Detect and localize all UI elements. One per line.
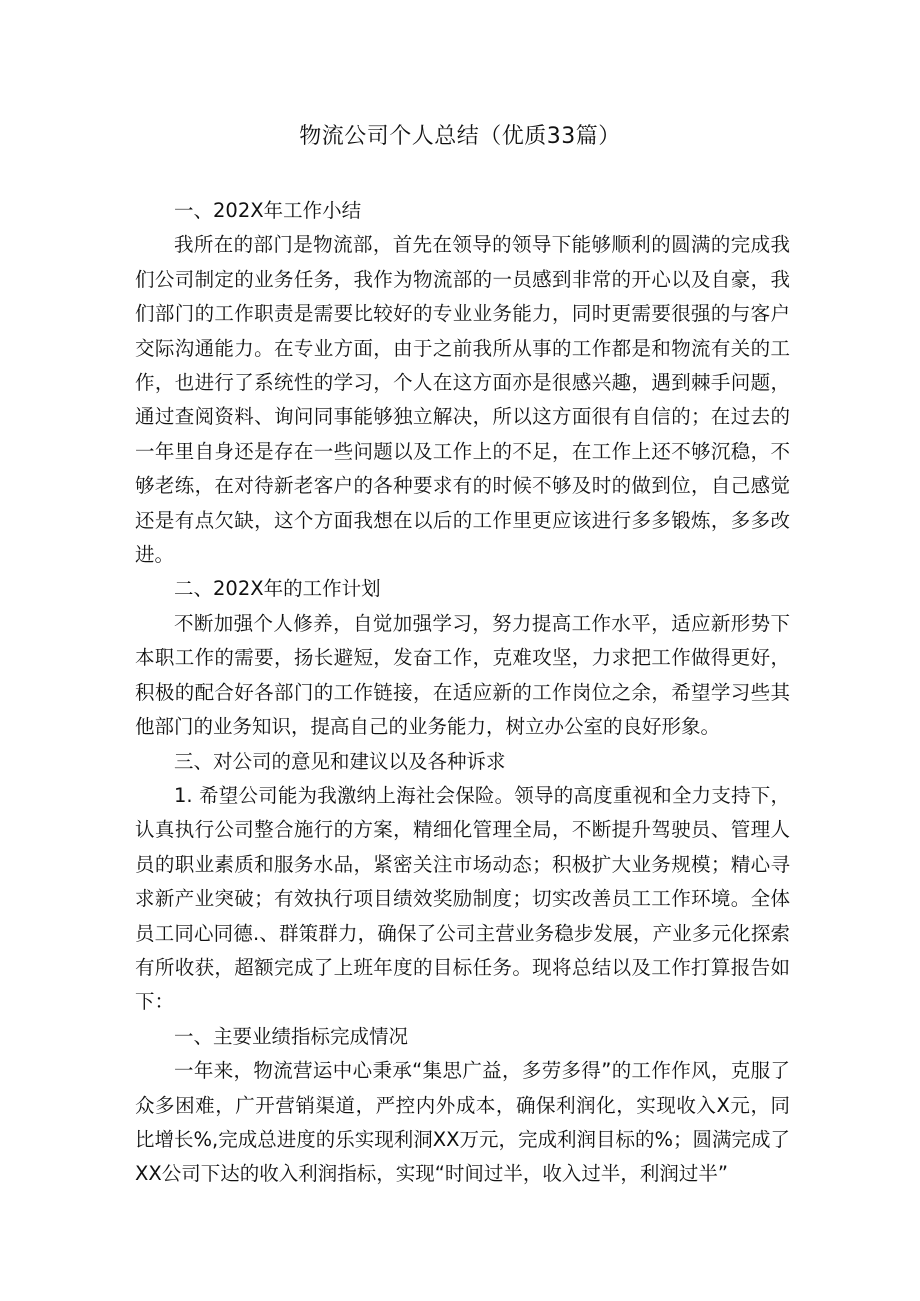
body-paragraph: 我所在的部门是物流部，首先在领导的领导下能够顺利的圆满的完成我们公司制定的业务任务，我作为物流部的一员感到非常的开心以及自豪，我们部门的工作职责是需要比较好的专业业务能力，同时更需要很强的与客户交际沟通能力。在专业方面，由于之前我所从事的工作都是和物流有关的工作，也进行了系统性的学习，个人在这方面亦是很感兴趣，遇到棘手问题，通过查阅资料、询问同事能够独立解决，所以这方面很有自信的；在过去的一年里自身还是存在一些问题以及工作上的不足，在工作上还不够沉稳，不够老练，在对待新老客户的各种要求有的时候不够及时的做到位，自己感觉还是有点欠缺，这个方面我想在以后的工作里更应该进行多多锻炼，多多改进。 [135, 233, 790, 567]
section-heading: 三、对公司的意见和建议以及各种诉求 [174, 749, 506, 773]
section-heading: 二、202X年的工作计划 [174, 577, 381, 601]
body-paragraph: 一年来，物流营运中心秉承“集思广益，多劳多得”的工作作风，克服了众多困难，广开营销渠道，严控内外成本，确保利润化，实现收入X元，同比增长%,完成总进度的乐实现利洞XX万元，完成利润目标的%；圆满完成了XX公司下达的收入利润指标，实现“时间过半，收入过半，利润过半” [135, 1059, 790, 1186]
section-heading: 一、202X年工作小结 [174, 199, 362, 222]
body-paragraph: 不断加强个人修养，自觉加强学习，努力提高工作水平，适应新形势下本职工作的需要，扬长避短，发奋工作，克难攻坚，力求把工作做得更好，积极的配合好各部门的工作链接，在适应新的工作岗位之余，希望学习些其他部门的业务知识，提高自己的业务能力，树立办公室的良好形象。 [135, 611, 790, 739]
body-paragraph: 1. 希望公司能为我激纳上海社会保险。领导的高度重视和全力支持下，认真执行公司整合施行的方案，精细化管理全局，不断提升驾驶员、管理人员的职业素质和服务水品，紧密关注市场动态；积极扩大业务规模；精心寻求新产业突破；有效执行项目绩效奖励制度；切实改善员工工作环境。全体员工同心同德.、群策群力，确保了公司主营业务稳步发展，产业多元化探索有所收获，超额完成了上班年度的目标任务。现将总结以及工作打算报告如下： [135, 783, 790, 1014]
document-body [135, 194, 790, 1192]
section-heading: 一、主要业绩指标完成情况 [174, 1024, 409, 1048]
page-title: 物流公司个人总结（优质33篇） [299, 124, 621, 149]
